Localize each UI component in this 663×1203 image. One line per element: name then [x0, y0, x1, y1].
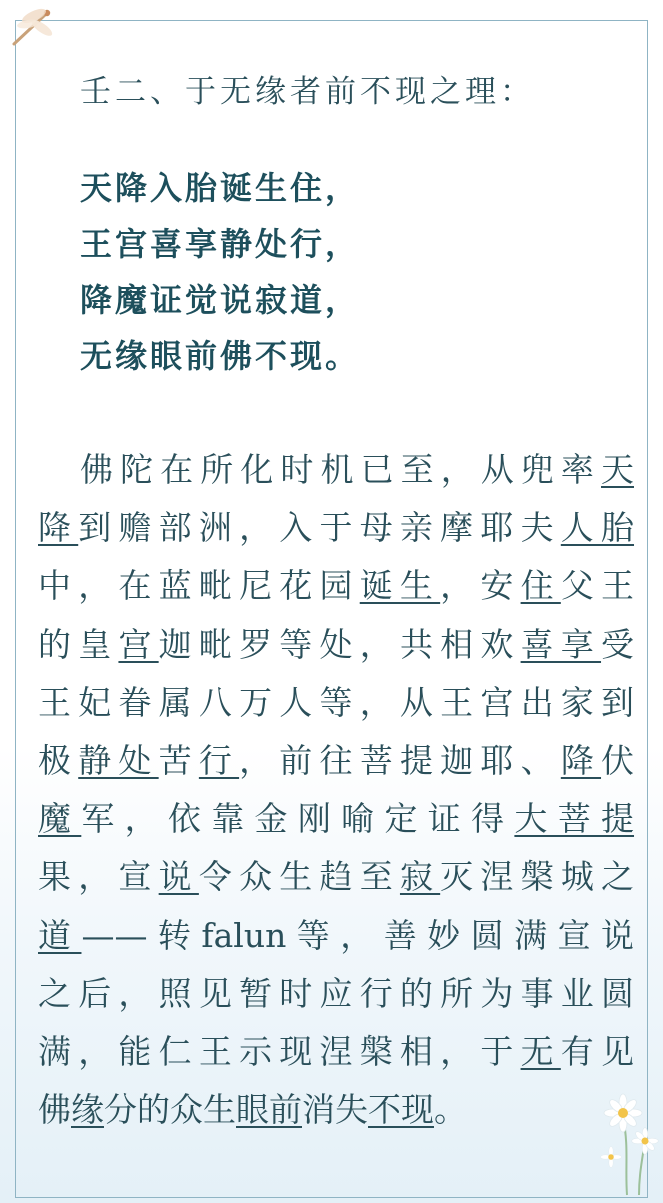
text-segment: 消失: [302, 1090, 368, 1130]
paragraph-line: [38, 674, 634, 732]
paragraph-line: [38, 1023, 634, 1081]
underlined-keyword: 行: [198, 740, 240, 780]
text-segment: 。: [434, 1090, 467, 1130]
text-segment: 中，在蓝毗尼花园: [38, 566, 360, 606]
text-segment: 佛陀在所化时机已至，从兜率: [80, 450, 601, 489]
text-segment: 极: [38, 740, 79, 780]
text-segment: ——转falun等，善妙圆满宣说: [81, 915, 635, 955]
commentary-paragraph: [38, 441, 634, 1139]
verse-block: [80, 160, 360, 384]
text-segment: 令众生趋至: [198, 857, 400, 897]
paragraph-line: [38, 790, 634, 848]
paragraph-line: [38, 499, 634, 557]
verse-line: 降魔证觉说寂道，: [80, 281, 361, 319]
text-segment: 佛: [38, 1090, 71, 1130]
text-segment: 伏: [601, 740, 635, 780]
underlined-keyword: 大菩提: [514, 799, 635, 839]
underlined-keyword: 诞生: [359, 566, 441, 606]
text-segment: ，安: [440, 566, 521, 606]
underlined-keyword: 天: [601, 450, 634, 489]
text-segment: 满，能仁王示现涅槃相，于: [38, 1031, 521, 1071]
paragraph-line: [38, 848, 634, 906]
text-segment: 的皇: [38, 624, 119, 664]
underlined-keyword: 道: [38, 915, 82, 955]
text-segment: 父王: [560, 566, 635, 606]
text-segment: 迦毗罗等处，共相欢: [158, 624, 521, 664]
underlined-keyword: 眼前: [236, 1090, 302, 1130]
text-segment: 果，宣: [38, 857, 159, 897]
underlined-keyword: 住: [520, 566, 561, 606]
text-segment: 之后，照见暂时应行的所为事业圆: [38, 973, 634, 1013]
underlined-keyword: 寂: [399, 857, 441, 897]
verse-line: 王宫喜享静处行，: [80, 225, 361, 263]
underlined-keyword: 说: [158, 857, 199, 897]
paragraph-line: [38, 616, 634, 674]
underlined-keyword: 降: [560, 740, 602, 780]
underlined-keyword: 人胎: [560, 508, 635, 548]
text-segment: 灭涅槃城之: [440, 857, 635, 897]
verse-line: 无缘眼前佛不现。: [80, 337, 361, 375]
verse-line: 天降入胎诞生住，: [80, 169, 361, 207]
underlined-keyword: 降: [38, 508, 79, 548]
paragraph-line: [38, 732, 634, 790]
underlined-keyword: 缘: [71, 1090, 104, 1130]
text-segment: 苦: [158, 740, 199, 780]
text-segment: 受: [601, 624, 635, 664]
text-segment: ，前往菩提迦耶、: [239, 740, 561, 780]
text-segment: 分的众生: [104, 1090, 236, 1130]
paragraph-line: [38, 965, 634, 1023]
paragraph-line: [38, 907, 634, 965]
underlined-keyword: 无: [520, 1031, 561, 1071]
text-segment: 到赡部洲，入于母亲摩耶夫: [78, 508, 561, 548]
paragraph-line: [38, 557, 634, 615]
underlined-keyword: 不现: [368, 1090, 434, 1130]
underlined-keyword: 静处: [78, 740, 159, 780]
text-segment: 王妃眷属八万人等，从王宫出家到: [38, 682, 634, 722]
section-heading: 壬二、于无缘者前不现之理：: [80, 74, 535, 110]
dragonfly-icon: [6, 4, 58, 48]
paragraph-line: [38, 441, 634, 499]
text-segment: 军，依靠金刚喻定证得: [81, 799, 515, 839]
underlined-keyword: 喜享: [520, 624, 602, 664]
underlined-keyword: 魔: [38, 799, 82, 839]
text-segment: 有见: [560, 1031, 635, 1071]
underlined-keyword: 宫: [118, 624, 159, 664]
paragraph-line: [38, 1081, 634, 1139]
